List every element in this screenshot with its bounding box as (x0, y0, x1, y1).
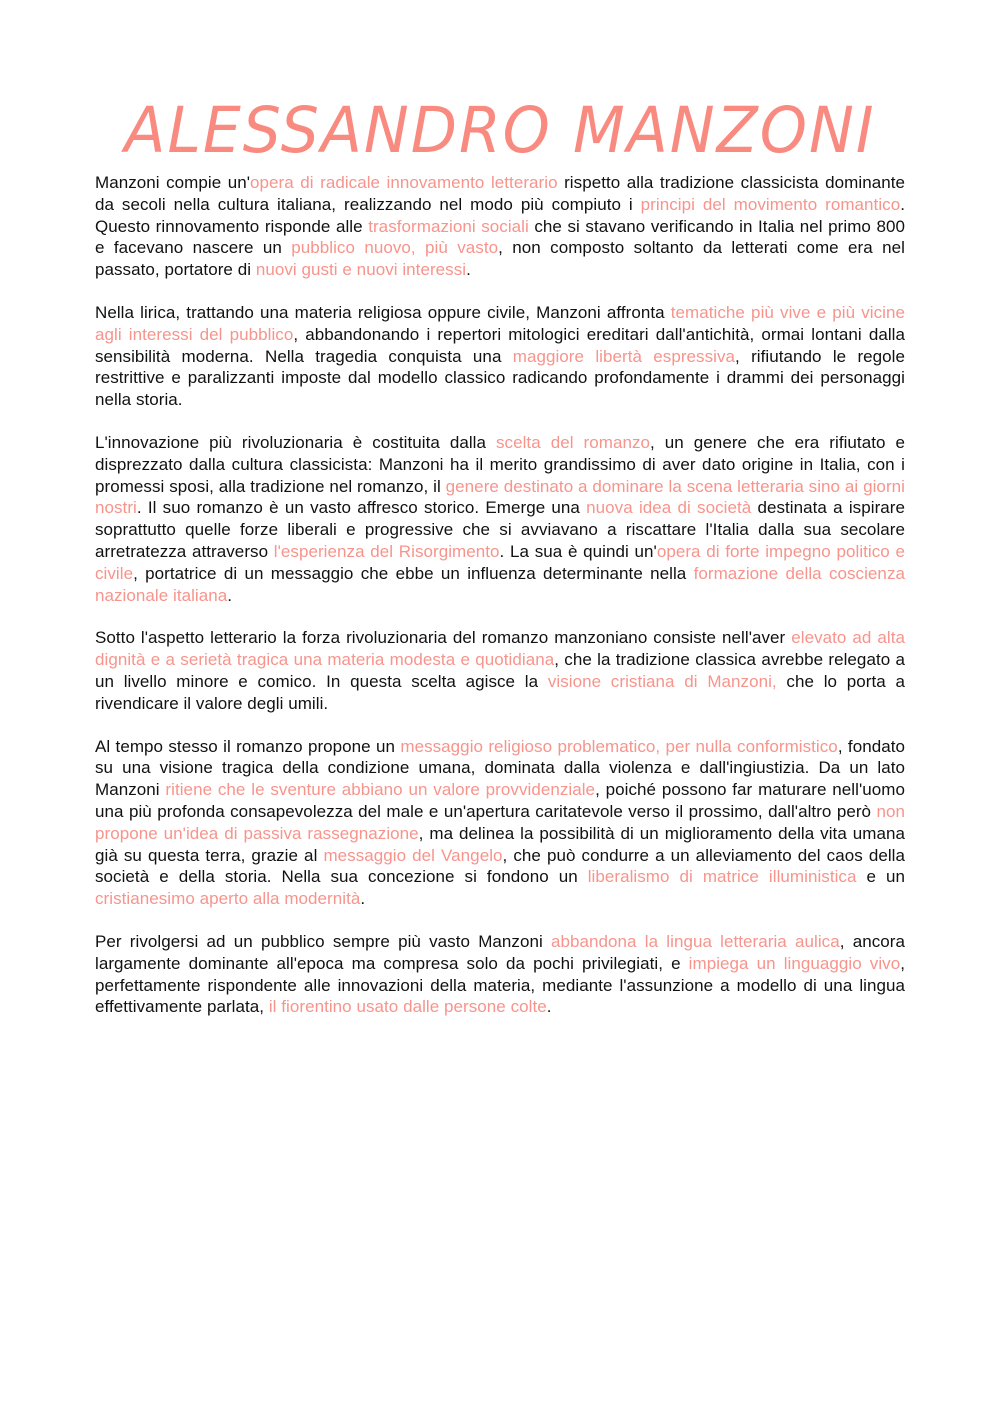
highlighted-text: opera di forte impegno politico e civile (95, 541, 905, 583)
paragraph (95, 931, 905, 1018)
highlighted-text: principi del movimento romantico (640, 194, 901, 214)
highlighted-text: ritiene che le sventure abbiano un valore provvidenziale (165, 780, 596, 800)
paragraph (95, 172, 905, 281)
highlighted-text: l'esperienza del Risorgimento (273, 541, 500, 561)
highlighted-text: maggiore libertà espressiva (512, 346, 736, 366)
paragraph (95, 302, 905, 411)
text-run: Manzoni compie un' (95, 173, 251, 192)
text-run: . La sua è quindi un' (499, 541, 657, 561)
paragraph (95, 736, 905, 910)
highlighted-text: messaggio del Vangelo (323, 845, 503, 865)
text-run: Per rivolgersi ad un pubblico sempre più vasto Manzoni (95, 931, 552, 951)
text-run: , che la tradizione classica avrebbe relegato a un livello minore e comico. In questa scelta agisce la (95, 650, 905, 691)
highlighted-text: genere destinato a dominare la scena letteraria sino ai giorni nostri (95, 476, 905, 518)
text-run: , perfettamente rispondente alle innovazioni della materia, mediante l'assunzione a modello di una lingua effettivamente parlata, (95, 953, 905, 1017)
text-run: , ma delinea la possibilità di un miglioramento della vita umana già su questa terra, grazie al (95, 823, 906, 865)
paragraph (95, 627, 905, 714)
highlighted-text: pubblico nuovo, più vasto (291, 238, 499, 258)
text-run: , abbandonando i repertori mitologici ereditari dall'antichità, ormai lontani dalla sensibilità moderna. Nella tragedia conquista una (95, 324, 905, 366)
text-run: , che può condurre a un alleviamento del caos della società e della storia. Nella sua concezione si fondono un (95, 845, 905, 887)
highlighted-text: non propone un'idea di passiva rassegnazione (95, 801, 905, 843)
highlighted-text: trasformazioni sociali (368, 216, 529, 236)
highlighted-text: tematiche più vive e più vicine agli interessi del pubblico (95, 302, 906, 344)
text-run: che lo porta a rivendicare il valore degli umili. (95, 671, 905, 713)
text-run: e un (856, 867, 905, 887)
text-run: , un genere che era rifiutato e disprezzato dalla cultura classicista: Manzoni ha il merito grandissimo di aver dato origine in Italia, con i promessi sposi, alla tradizione nel romanzo, il (95, 432, 905, 496)
paragraph (95, 432, 905, 606)
text-run: Sotto l'aspetto letterario la forza rivoluzionaria del romanzo manzoniano consiste nell'aver (95, 628, 792, 648)
text-run: , non composto soltanto da letterati come era nel passato, portatore di (95, 238, 905, 280)
highlighted-text: formazione della coscienza nazionale italiana (95, 563, 905, 605)
highlighted-text: scelta del romanzo (496, 432, 651, 452)
text-run: . (227, 585, 233, 605)
text-run: Nella lirica, trattando una materia religiosa oppure civile, Manzoni affronta (95, 302, 671, 322)
text-run: L'innovazione più rivoluzionaria è costituita dalla (95, 432, 496, 452)
highlighted-text: nuova idea di società (586, 498, 752, 518)
text-run: . Il suo romanzo è un vasto affresco storico. Emerge una (136, 498, 587, 518)
document-body (95, 172, 905, 1039)
text-run: , portatrice di un messaggio che ebbe un influenza determinante nella (133, 563, 694, 583)
highlighted-text: il fiorentino usato dalle persone colte (268, 997, 547, 1017)
highlighted-text: messaggio religioso problematico, per nulla conformistico (400, 736, 838, 756)
text-run: , ancora largamente dominante all'epoca ma compresa solo da pochi privilegiati, e (95, 931, 905, 973)
text-run: Al tempo stesso il romanzo propone un (95, 736, 401, 756)
highlighted-text: cristianesimo aperto alla modernità (95, 889, 361, 909)
highlighted-text: elevato ad alta dignità e a serietà tragica una materia modesta e quotidiana (95, 628, 905, 670)
highlighted-text: opera di radicale innovamento letterario (250, 173, 558, 192)
highlighted-text: abbandona la lingua letteraria aulica (551, 931, 840, 951)
text-run: che si stavano verificando in Italia nel primo 800 e facevano nascere un (95, 216, 905, 258)
text-run: , fondato su una visione tragica della condizione umana, dominata dalla violenza e dall'ingiustizia. Da un lato Manzoni (95, 736, 905, 800)
text-run: , poiché possono far maturare nell'uomo una più profonda consapevolezza del male e un'apertura caritatevole verso il prossimo, dall'altro però (95, 780, 905, 821)
highlighted-text: impiega un linguaggio vivo (688, 953, 901, 973)
text-run: rispetto alla tradizione classicista dominante da secoli nella cultura italiana, realizzando nel modo più compiuto i (95, 173, 905, 214)
text-run: , rifiutando le regole restrittive e paralizzanti imposte dal modello classico radicando profondamente i drammi dei personaggi nella storia. (95, 346, 906, 410)
text-run: . (546, 997, 552, 1017)
text-run: . (360, 889, 366, 909)
page-title: ALESSANDRO MANZONI (124, 94, 876, 168)
text-run: . Questo rinnovamento risponde alle (95, 194, 905, 236)
text-run: destinata a ispirare soprattutto quelle forze liberali e progressive che si avviavano a riscattare l'Italia dalla sua secolare arretratezza attraverso (95, 498, 905, 561)
highlighted-text: visione cristiana di Manzoni, (547, 671, 777, 691)
highlighted-text: nuovi gusti e nuovi interessi (255, 260, 467, 280)
highlighted-text: liberalismo di matrice illuministica (587, 867, 857, 887)
text-run: . (466, 260, 471, 280)
